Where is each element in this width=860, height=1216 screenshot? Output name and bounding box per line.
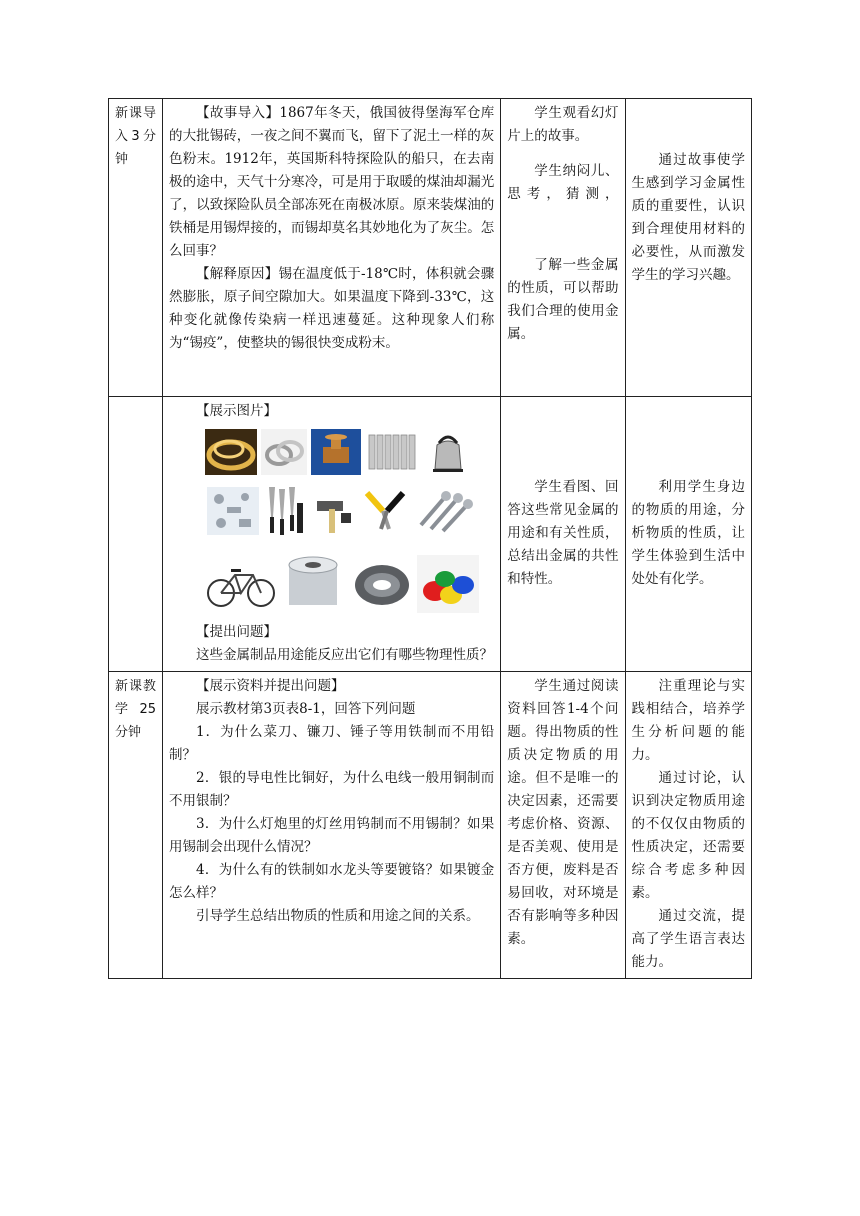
- wire-coil-image: [351, 555, 413, 613]
- lesson-plan-table: [108, 98, 752, 979]
- student-activity-cell: [501, 99, 625, 397]
- design-intent-text: 通过讨论，认识到决定物质用途的不仅仅由物质的性质决定，还需要综合考虑多种因素。: [631, 770, 745, 901]
- question-item: 3．为什么灯炮里的灯丝用钨制而不用锡制？如果用锡制会出现什么情况？: [169, 816, 495, 855]
- metal-products-images: [205, 427, 485, 617]
- intro-text: 展示教材第3页表8-1，回答下列问题: [196, 701, 416, 717]
- content-cell: [163, 672, 501, 979]
- content-cell: [163, 99, 501, 397]
- copper-valve-image: [311, 429, 361, 475]
- student-activity-text: 学生观看幻灯片上的故事。: [507, 105, 619, 144]
- question-text: 这些金属制品用途能反应出它们有哪些物理性质？: [196, 647, 494, 663]
- table-row: [109, 397, 752, 672]
- table-row: [109, 99, 752, 397]
- stage-cell: [109, 99, 163, 397]
- guide-text: 引导学生总结出物质的性质和用途之间的关系。: [196, 908, 480, 924]
- student-activity-text: 学生通过阅读资料回答1-4个问题。得出物质的性质决定物质的用途。但不是唯一的决定因素，还需要考虑价格、资源、是否美观、使用是否方便，废料是否易回收，对环境是否有影响等多种因素。: [507, 678, 619, 947]
- stage-label: 新课导入3分钟: [115, 106, 157, 167]
- student-activity-cell: [501, 672, 625, 979]
- design-intent-text: 通过故事使学生感到学习金属性质的重要性，认识到合理使用材料的必要性，从而激发学生的学习兴趣。: [631, 152, 745, 283]
- design-intent-cell: [625, 99, 751, 397]
- design-intent-text: 注重理论与实践相结合，培养学生分析问题的能力。: [631, 678, 745, 763]
- design-intent-cell: [625, 672, 751, 979]
- bicycle-image: [205, 555, 277, 611]
- table-row: [109, 672, 752, 979]
- silver-rings-image: [261, 429, 307, 475]
- content-cell: [163, 397, 501, 672]
- stage-label: 新课教学25分钟: [115, 679, 157, 740]
- wrenches-image: [415, 485, 473, 537]
- question-item: 4．为什么有的铁制如水龙头等要镀铬？如果镀金怎么样？: [169, 862, 495, 901]
- section-heading: 【提出问题】: [196, 624, 278, 640]
- aluminum-foil-roll-image: [281, 553, 347, 613]
- section-heading: 【展示图片】: [196, 403, 278, 419]
- story-paragraph: 【故事导入】1867年冬天，俄国彼得堡海军仓库的大批锡砖，一夜之间不翼而飞，留下了泥土一样的灰色粉末。1912年，英国斯科特探险队的船只，在去南极的途中，天气十分寒冷，可是用于取暖的煤油却漏光了，以致探险队员全部冻死在南极冰原。原来装煤油的铁桶是用锡焊接的，而锡却莫名其妙地化为了灰尘。怎么回事？: [169, 105, 495, 259]
- design-intent-text: 利用学生身边的物质的用途，分析物质的性质，让学生体验到生活中处处有化学。: [631, 479, 745, 587]
- student-activity-text: 学生纳闷儿、思考，猜测，: [507, 163, 619, 202]
- knives-image: [263, 483, 307, 539]
- hammer-image: [311, 487, 355, 537]
- radiator-image: [365, 429, 421, 475]
- electric-wires-image: [417, 555, 479, 613]
- student-activity-text: 了解一些金属的性质，可以帮助我们合理的使用金属。: [507, 257, 619, 342]
- section-heading: 【展示资料并提出问题】: [196, 678, 345, 694]
- student-activity-cell: [501, 397, 625, 672]
- design-intent-cell: [625, 397, 751, 672]
- explain-paragraph: 【解释原因】锡在温度低于-18℃时，体积就会骤然膨胀，原子间空隙加大。如果温度下降到-33℃，这种变化就像传染病一样迅速蔓延。这种现象人们称为“锡疫”，使整块的锡很快变成粉末。: [169, 266, 495, 351]
- stage-cell: [109, 672, 163, 979]
- question-item: 2．银的导电性比铜好，为什么电线一般用铜制而不用银制？: [169, 770, 495, 809]
- student-activity-text: 学生看图、回答这些常见金属的用途和有关性质，总结出金属的共性和特性。: [507, 479, 619, 587]
- question-item: 1．为什么菜刀、镰刀、锤子等用铁制而不用铅制？: [169, 724, 495, 763]
- pliers-image: [359, 485, 411, 537]
- design-intent-text: 通过交流，提高了学生语言表达能力。: [631, 908, 745, 970]
- kettle-image: [425, 429, 471, 475]
- stage-cell: [109, 397, 163, 672]
- metal-parts-image: [207, 487, 259, 535]
- gold-jewelry-image: [205, 429, 257, 475]
